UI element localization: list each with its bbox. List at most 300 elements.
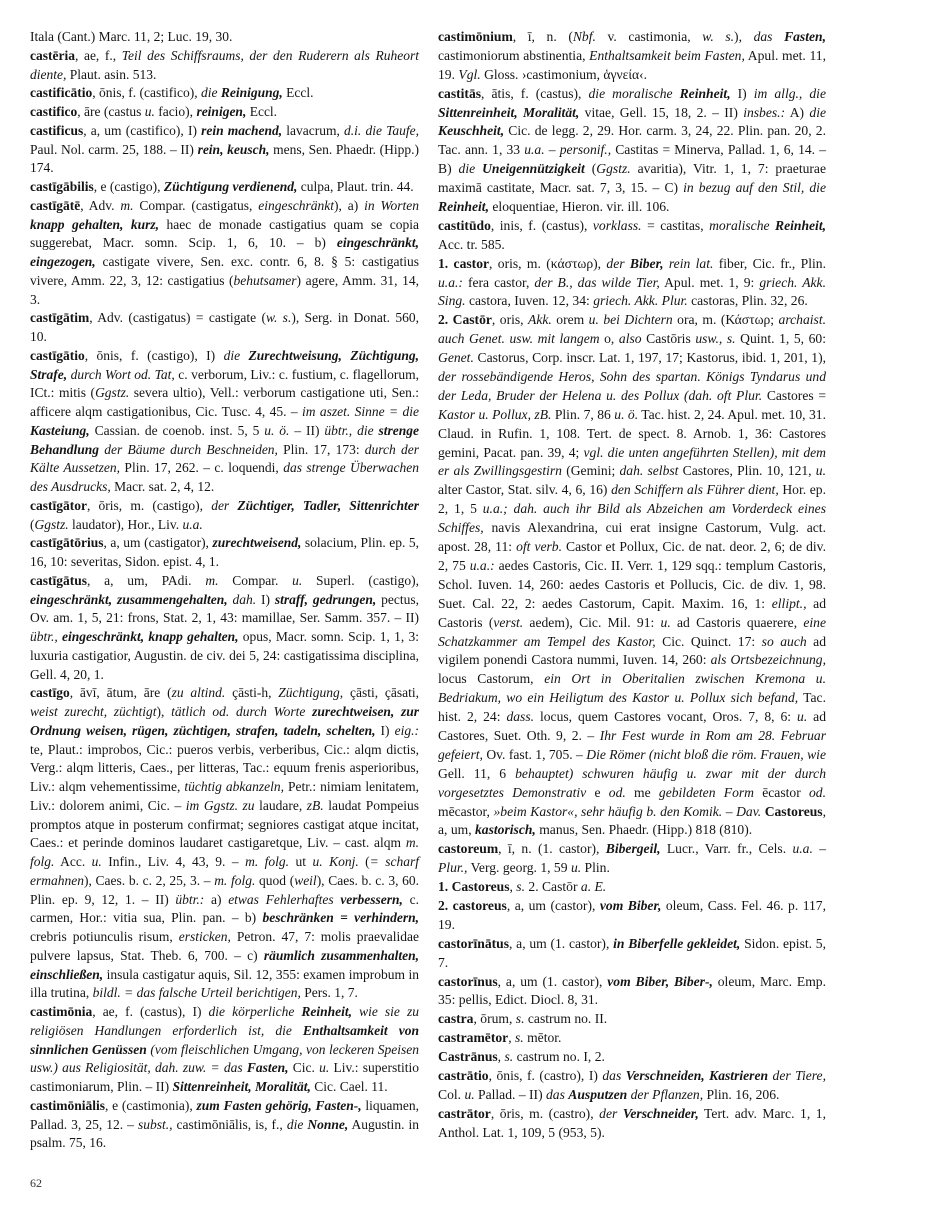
entry-text: ad Castoris quaerere, [670, 614, 804, 630]
translation: zurechtweisend, [212, 535, 302, 551]
entry-text: laudator), Hor., Liv. [68, 516, 183, 532]
grammar-note: im aszet. Sinne = die [302, 404, 419, 419]
translation: Reinigung, [220, 85, 283, 101]
grammar-note: behauptet) schwuren häufig u. zwar mit der durch vorgesetztes Demonstrativ [438, 765, 826, 800]
grammar-note: moralische [709, 217, 776, 233]
entry-text: , āvī, ātum, āre ( [69, 685, 172, 701]
translation: Verschneider, [622, 1105, 699, 1121]
entry-text: c. carmen, Hor.: vitia sua, Plin. pan. – b) [30, 891, 419, 926]
entry-text: ), [156, 704, 172, 719]
entry-text: ), Serg. in Donat. 560, 10. [30, 310, 419, 344]
translation: knapp gehalten, kurz, [30, 216, 159, 232]
headword: castimōnia [30, 1004, 93, 1019]
entry-text: v. castimonia, [595, 29, 703, 44]
entry-text: Infin., Liv. 4, 43, 9. – [101, 854, 246, 869]
entry-text: crebris potiunculis risum, [30, 929, 179, 944]
dictionary-entry [438, 28, 826, 85]
grammar-note: die moralische [588, 85, 680, 101]
entry-text: , a, um (castor), [506, 897, 600, 913]
grammar-note: s. [504, 1049, 514, 1065]
entry-text: , [509, 879, 517, 895]
translation: eingeschränkt, eingezogen, [30, 235, 419, 269]
page-number: 62 [30, 1176, 42, 1190]
grammar-note: u. ö. [614, 406, 639, 422]
grammar-note: rein lat. [663, 255, 714, 271]
dictionary-entry [30, 1097, 419, 1153]
dictionary-entry [438, 1029, 826, 1048]
translation: Biber, [629, 255, 664, 271]
translation: Sittenreinheit, Moralität, [172, 1079, 311, 1094]
entry-text: Liv.: superstitio castimoniarum, Plin. – II) [30, 1060, 420, 1094]
dictionary-entry [30, 122, 419, 178]
entry-text: ēcastor [753, 784, 809, 800]
entry-text: ( [584, 161, 597, 177]
entry-text: Plin. [581, 860, 610, 876]
grammar-note: vgl. die unten angeführten Stellen), mit dem er als Zwillingsgestirn [438, 444, 826, 479]
entry-text: (Gemini; [561, 463, 620, 479]
entry-text: , Adv. [80, 197, 121, 213]
entry-text: insula castigatur aquis, Sil. 12, 355: examen improbum in illa trutina, [30, 966, 419, 1001]
entry-text: – [544, 142, 560, 158]
headword: castramētor [438, 1030, 509, 1046]
entry-text: ut [289, 854, 313, 869]
grammar-note: w. s. [702, 29, 735, 44]
entry-text: Paul. Nol. carm. 25, 188. – II) [30, 141, 198, 157]
grammar-note: u.a.: [469, 557, 495, 573]
grammar-note: verst. [493, 614, 524, 630]
grammar-note: Teil des Schiffsraums, der den Ruderern als Ruheort diente, [30, 47, 420, 82]
headword: 1. castor [438, 255, 490, 271]
grammar-note: u. [292, 572, 303, 588]
entry-text: eloquentiae, Hieron. vir. ill. 106. [488, 199, 670, 215]
grammar-note: gebildeten Form [658, 784, 754, 800]
entry-text: – [722, 803, 737, 819]
entry-text: Sidon. epist. 5, 7. [438, 935, 827, 970]
grammar-note: u. [660, 614, 671, 630]
entry-text: , ōnis, f. (castro), I) [488, 1067, 603, 1083]
entry-text: Cic. de legg. 2, 29. Hor. carm. 3, 24, 22. Plin. pan. 20, 2. Tac. ann. 1, 33 [438, 123, 826, 158]
grammar-note: u. [815, 463, 826, 479]
entry-text: Pers. 1, 7. [300, 985, 358, 1001]
headword: Castoreus [764, 803, 823, 819]
grammar-note: durch Wort od. Tat, [67, 366, 175, 382]
entry-text: laudare, [254, 797, 307, 813]
entry-text: ), [734, 29, 754, 44]
translation: Fasten, [784, 29, 826, 44]
entry-text: alter Castor, Stat. silv. 4, 6, 16) [438, 482, 612, 498]
entry-text: fera castor, [462, 274, 535, 290]
grammar-note: Nbf. [572, 29, 596, 44]
entry-text: quod ( [255, 872, 295, 888]
translation: straff, gedrungen, [274, 591, 377, 607]
grammar-note: der [211, 497, 238, 513]
entry-text: castora, Iuven. 12, 34: [465, 293, 594, 309]
entry-text: , a, um, [438, 803, 826, 838]
headword: castīgātus [30, 572, 87, 588]
grammar-note: der Pflanzen, [627, 1086, 704, 1102]
dictionary-entry [438, 840, 826, 878]
grammar-note: u.a. [524, 142, 545, 158]
grammar-note: die körperliche [208, 1004, 302, 1019]
dictionary-entry [30, 28, 419, 47]
entry-text: ( [30, 516, 35, 532]
translation: zurechtweisen, zur Ordnung weisen, rügen, züchtigen, strafen, tadeln, schelten, [30, 704, 419, 738]
entry-text: , ī, n. ( [512, 29, 573, 44]
entry-text: ( [358, 854, 370, 869]
grammar-note: übtr., [30, 629, 63, 644]
entry-text: , ōnis, f. (castigo), I) [84, 347, 224, 363]
grammar-note: griech. Akk. Sing. [438, 274, 826, 309]
grammar-note: der rossebändigende Heros, Sohn des spartan. Königs Tyndarus und der Leda, Bruder der Helena u. des Pollux (dah. oft Plur. [438, 369, 826, 403]
grammar-note: a. E. [580, 879, 607, 895]
dictionary-entry [438, 1105, 826, 1143]
entry-text: Itala (Cant.) Marc. 11, 2; Luc. 19, 30. [30, 29, 233, 44]
entry-text: fiber, Cic. fr., Plin. [713, 255, 826, 271]
grammar-note: oft verb. [516, 539, 562, 555]
entry-text: ), Caes. b. c. 2, 25, 3. – [84, 872, 215, 888]
entry-text: locus, quem Castores vocant, Oros. 7, 8, 6: [534, 709, 798, 725]
translation: kastorisch, [475, 822, 536, 838]
translation: Reinheit, [438, 199, 489, 215]
entry-text: Hor. ep. 2, 1, 5 [438, 482, 826, 517]
entry-text: , a, um, PAdi. [87, 572, 206, 588]
grammar-note: od. [608, 784, 626, 800]
entry-text: lavacrum, [282, 122, 345, 138]
entry-text: 2. Castōr [525, 879, 581, 895]
headword: castificus [30, 122, 84, 138]
headword: castorīnātus [438, 935, 509, 951]
grammar-note: die [223, 347, 249, 363]
entry-text: I) [730, 85, 754, 101]
entry-text: culpa, Plaut. trin. 44. [297, 179, 414, 194]
entry-text: Macr. sat. 2, 4, 12. [110, 479, 215, 494]
entry-text: a) [204, 891, 229, 907]
entry-text: = castitas, [641, 217, 710, 233]
entry-text: Eccl. [282, 85, 314, 101]
entry-text: haec de monade castigatius quam se copia suggerebat, Macr. somn. Scip. 1, 6, 10. – b) [30, 216, 419, 251]
grammar-note: ellipt., [771, 595, 807, 611]
grammar-note: u. [91, 854, 102, 869]
entry-text: I) [256, 591, 275, 607]
dictionary-entry [30, 103, 419, 122]
entry-text: severa ultio), Vell.: verborum castigatione uti, Sen.: afficere alqm castigationibus, Cic. Tusc. 4, 45. – [30, 385, 419, 419]
entry-text: , a, um (castigator), [103, 535, 213, 551]
grammar-note: m. [205, 572, 219, 588]
entry-text: orem [551, 312, 589, 328]
grammar-note: u. [144, 104, 155, 119]
entry-text: Cic. Quinct. 17: [655, 633, 762, 649]
entry-text: vitae, Gell. 15, 18, 2. – II) [579, 104, 744, 120]
headword: castīgābilis [30, 179, 94, 194]
translation: Keuschheit, [438, 123, 505, 139]
entry-text: ad Castoris ( [438, 595, 826, 630]
grammar-note: u. ö. [264, 422, 290, 438]
translation: Reinheit, [301, 1004, 353, 1019]
grammar-note: so auch [761, 633, 807, 649]
dictionary-entry [30, 178, 419, 197]
entry-text: castigate vivere, Sen. exc. contr. 6, 8. § 5: castigatius vivere, Amm. 22, 3, 12: castigatius ( [30, 254, 419, 288]
translation: Verschneiden, Kastrieren [625, 1067, 769, 1083]
headword: castitūdo [438, 217, 491, 233]
entry-text: opus, Macr. somn. Scip. 1, 1, 3: luxuria castigatior, Augustin. de civ. dei 5, 24: castigatissima disciplina, Gell. 4, 20, 1. [30, 629, 419, 682]
grammar-note: das [602, 1067, 626, 1083]
grammar-note: durch der Kälte Aussetzen, [30, 441, 419, 476]
entry-text: çāsti, çāsati, [343, 685, 419, 701]
entry-text: Petron. 47, 7: molis praevalidae pulvere lapsus, Stat. Theb. 6, 700. – c) [30, 929, 419, 963]
grammar-note: tätlich od. durch Worte [171, 704, 313, 719]
dictionary-entry [438, 1048, 826, 1067]
entry-text: Gloss. ›castimonium, ἁγνεία‹. [480, 66, 648, 82]
grammar-note: w. s. [265, 310, 292, 326]
entry-text: Tac. hist. 2, 24: [438, 690, 826, 725]
headword: castrātio [438, 1067, 489, 1083]
grammar-note: s. [516, 879, 525, 895]
grammar-note: der B., das wilde Tier, [534, 274, 660, 290]
entry-text: Compar. [218, 572, 293, 588]
grammar-note: od. [809, 784, 826, 800]
entry-text: pectus, Ov. am. 1, 5, 21: frons, Stat. 2, 1, 43: mamillae, Ser. Samm. 357. – II) [30, 591, 420, 626]
entry-text: ), Caes. b. c. 3, 60. Plin. ep. 9, 12, 1. – II) [30, 872, 419, 907]
entry-text: , ōrum, [473, 1011, 516, 1027]
headword: castimōniālis [30, 1097, 106, 1113]
entry-text: Col. [438, 1086, 465, 1102]
headword: 1. Castoreus [438, 879, 510, 895]
grammar-note: Ihr Fest wurde in Rom am 28. Februar gefeiert, [438, 727, 826, 762]
dictionary-entry [30, 1003, 419, 1097]
grammar-note: als Ortsbezeichnung, [710, 652, 826, 668]
translation: Enthaltsamkeit von sinnlichen Genüssen [30, 1022, 419, 1057]
left-column [30, 28, 419, 1153]
grammar-note: dass. [506, 709, 535, 725]
entry-text: Castorus, Corp. inscr. Lat. 1, 197, 17; Kastorus, ibid. 1, 201, 1), [473, 350, 826, 366]
grammar-note: das strenge Überwachen des Ausdrucks, [30, 460, 419, 494]
entry-text: mens, Sen. Phaedr. (Hipp.) 174. [30, 141, 420, 176]
dictionary-entry [438, 897, 826, 935]
entry-text: Gell. 11, 6 [438, 765, 516, 781]
grammar-note: übtr.: [175, 891, 205, 907]
headword: 2. Castōr [438, 312, 492, 328]
dictionary-entry [438, 878, 826, 897]
grammar-note: behutsamer [233, 272, 297, 288]
grammar-note: der [606, 255, 630, 271]
entry-text: , e (castigo), [93, 179, 164, 194]
grammar-note: usw., s. [695, 331, 736, 347]
grammar-note: (vom fleischlichen Umgang, von leckeren Speisen usw.) aus Religiosität, dah. zuw. = das [30, 1041, 419, 1076]
translation: Reinheit, [775, 217, 826, 233]
translation: zum Fasten gehörig, Fasten-, [196, 1097, 362, 1113]
dictionary-entry [30, 684, 419, 1003]
entry-text: Plaut. asin. 513. [66, 66, 157, 82]
grammar-note: u. Konj. [312, 854, 359, 869]
translation: Fasten, [246, 1060, 289, 1076]
grammar-note: m. folg. [245, 854, 290, 869]
translation: Nonne, [307, 1116, 349, 1132]
entry-text: , a, um (castifico), I) [83, 122, 202, 138]
grammar-note: das [546, 1086, 569, 1102]
grammar-note: u. [464, 1086, 475, 1102]
entry-text: castrum no. II. [524, 1011, 608, 1027]
grammar-note: die [286, 1116, 308, 1132]
entry-text: ad Castores, Suet. Oth. 9, 2. – [438, 709, 826, 743]
entry-text: ora, m. (Κάστωρ; [672, 312, 779, 328]
entry-text: Quint. 1, 5, 60: [735, 331, 827, 347]
entry-text: , oris, [491, 312, 529, 328]
entry-text: ad vigilem ponendi Castora nummi, Iuven. 14, 260: [438, 633, 826, 668]
entry-text: , Adv. (castigatus) = castigate ( [89, 310, 266, 326]
entry-text: aedem), Cic. Mil. 91: [523, 614, 661, 630]
translation: eingeschränkt, knapp gehalten, [62, 629, 239, 644]
entry-text: Plin. 7, 86 [551, 406, 615, 422]
grammar-note: dah. [227, 591, 257, 607]
entry-text: Acc. tr. 585. [438, 236, 505, 252]
dictionary-entry [438, 255, 826, 312]
entry-text: ), a) [334, 197, 365, 213]
dictionary-entry [30, 572, 419, 685]
entry-text: , e (castimonia), [105, 1097, 197, 1113]
entry-text: Ov. fast. 1, 705. – [482, 746, 587, 762]
entry-text: , ātis, f. (castus), [481, 85, 589, 101]
entry-text: ) agere, Amm. 31, 14, 3. [30, 272, 419, 307]
dictionary-entry [438, 973, 826, 1011]
grammar-note: archaist. auch Genet. usw. mit langem [438, 312, 826, 347]
entry-text: Plin. 16, 206. [703, 1086, 780, 1102]
grammar-note: wie sie zu religiösen Handlungen erforderlich ist, die [30, 1004, 419, 1038]
entry-text: , a, um (1. castor), [509, 935, 614, 951]
entry-text: te, Plaut.: improbos, Cic.: pueros verbis, verberibus, Cic.: alqm dictis, Verg.: alqm litteris, Caes., per litteras, Tac.: equum frenis asperioribus, Liv.: alqm vehementissime, [30, 741, 419, 794]
grammar-note: subst., [137, 1116, 173, 1132]
headword: castīgātim [30, 310, 90, 326]
entry-text: liquamen, Pallad. 3, 25, 12. – [30, 1097, 419, 1132]
entry-text: castimōniālis, is, f., [172, 1116, 287, 1132]
entry-text: c. verborum, Liv.: c. fustium, c. flagellorum, ICt.: mitis ( [30, 366, 419, 401]
grammar-note: u. [570, 860, 582, 876]
entry-text: Compar. (castigatus, [133, 197, 259, 213]
entry-text: oleum, Cass. Fel. 46. p. 117, 19. [438, 897, 827, 932]
grammar-note: den Schiffern als Führer dient, [611, 482, 779, 498]
entry-text: I) [375, 722, 395, 738]
grammar-note: etwas Fehlerhaftes [228, 891, 341, 907]
headword: castīgātor [30, 497, 87, 513]
grammar-note: Genet. [438, 350, 474, 366]
entry-text: navis Alexandrina, cui erat insigne Castorum, Vulg. act. apost. 28, 11: [438, 520, 826, 555]
entry-text: aedes Castoris, Cic. II. Verr. 1, 129 sqq.: templum Castoris, Schol. Iuven. 14, 260: aedes Castoris et Pollucis, Cic. de div. 1, 98. Suet. Cal. 22, 2: aedes Castorum, Capit. Maxim. 16, 1: [438, 557, 826, 611]
dictionary-entry [438, 311, 826, 840]
translation: beschränken = verhindern, [262, 910, 419, 926]
grammar-note: übtr., die [324, 422, 379, 438]
grammar-note: = scharf ermahnen [30, 854, 419, 888]
translation: Ausputzen [568, 1086, 628, 1102]
translation: Zurechtweisung, Züchtigung, Strafe, [30, 347, 419, 382]
grammar-note: die [809, 104, 826, 120]
entry-text: Lucr., Varr. fr., Cels. [660, 841, 793, 857]
headword: castimōnium [438, 29, 513, 44]
grammar-note: tüchtig abkanzeln, [184, 779, 284, 794]
headword: castificātio [30, 85, 93, 101]
translation: rein, keusch, [197, 141, 270, 157]
grammar-note: dah. selbst [619, 463, 679, 479]
translation: eingeschränkt, zusammengehalten, [30, 591, 228, 607]
grammar-note: bildl. = das falsche Urteil berichtigen, [92, 985, 301, 1001]
entry-text: , ae, f. (castus), I) [92, 1004, 209, 1019]
grammar-note: der Tiere, [768, 1067, 826, 1083]
grammar-note: weil [294, 872, 317, 888]
entry-text: Verg. georg. 1, 59 [467, 860, 571, 876]
translation: Züchtigung verdienend, [163, 179, 298, 194]
dictionary-entry [30, 497, 419, 535]
entry-text: çāsti-h, [225, 685, 279, 701]
entry-text: Plin. 17, 262. – c. loquendi, [120, 460, 284, 476]
entry-text: oleum, Marc. Emp. 35: pellis, Edict. Diocl. 8, 31. [438, 973, 826, 1008]
grammar-note: d.i. die Taufe, [344, 122, 419, 138]
entry-text: , ī, n. (1. castor), [498, 841, 606, 857]
grammar-note: »beim Kastor«, sehr häufig b. den Komik. [493, 803, 723, 819]
grammar-note: die [458, 161, 483, 177]
translation: Kasteiung, [30, 422, 90, 438]
entry-text: Castōris [641, 331, 696, 347]
grammar-note: die [200, 85, 221, 101]
grammar-note: Ggstz. [34, 516, 69, 532]
grammar-note: in Worten [364, 197, 419, 213]
dictionary-entry [438, 217, 826, 255]
translation: Sittenreinheit, Moralität, [438, 104, 580, 120]
grammar-note: m. folg. [214, 872, 256, 888]
entry-text: Plin. 17, 173: [277, 441, 365, 457]
headword: castitās [438, 85, 482, 101]
grammar-note: u. [319, 1060, 330, 1076]
grammar-note: u.a.: [438, 274, 463, 290]
grammar-note: u. [797, 709, 808, 725]
headword: castēria [30, 47, 75, 63]
entry-text: , āre (castus [77, 104, 145, 119]
grammar-note: Kastor u. Pollux, zB. [438, 406, 552, 422]
headword: castīgātē [30, 197, 81, 213]
translation: Uneigennützigkeit [482, 161, 585, 177]
entry-text: Cic. [288, 1060, 320, 1076]
grammar-note: eine Schatzkammer am Tempel des Kastor, [438, 614, 826, 649]
entry-text: , [508, 1030, 515, 1046]
dictionary-entry [30, 534, 419, 572]
dictionary-entry [30, 47, 419, 85]
grammar-note: m. folg. [30, 835, 419, 869]
entry-text: , inis, f. (castus), [490, 217, 593, 233]
headword: castifico [30, 104, 78, 119]
entry-text: Acc. [54, 854, 92, 869]
entry-text: Pallad. – II) [474, 1086, 546, 1102]
grammar-note: m. [120, 197, 134, 213]
entry-text: Tac. hist. 2, 24. Apul. met. 10, 31. Claud. in Rufin. 1, 108. Tert. de spect. 8. Arnob. 1, 36: Castores gemini, Pacat. pan. 39, 4; [438, 406, 826, 460]
grammar-note: insbes.: [743, 104, 786, 120]
grammar-note: Ggstz. [95, 385, 130, 401]
entry-text: o, [599, 331, 619, 347]
entry-text: e [586, 784, 609, 800]
grammar-note: zB. [306, 797, 324, 813]
headword: castoreum [438, 841, 499, 857]
dictionary-entry [30, 347, 419, 497]
dictionary-entry [30, 309, 419, 347]
entry-text: mēcastor, [438, 803, 494, 819]
dictionary-entry [438, 1067, 826, 1105]
entry-text: Castor et Pollux, Cic. de nat. deor. 2, 6; de div. 2, 75 [438, 539, 826, 573]
entry-text: mētor. [523, 1030, 562, 1046]
grammar-note: u.a. [182, 516, 203, 532]
entry-text: Cassian. de coenob. inst. 5, 5 [89, 422, 265, 438]
entry-text: locus Castorum, [438, 671, 545, 687]
translation: reinigen, [196, 104, 247, 119]
grammar-note: der [599, 1105, 623, 1121]
translation: Züchtiger, Tadler, Sittenrichter [237, 497, 420, 513]
translation: vom Biber, Biber-, [607, 973, 713, 989]
translation: in Biberfelle gekleidet, [613, 935, 741, 951]
